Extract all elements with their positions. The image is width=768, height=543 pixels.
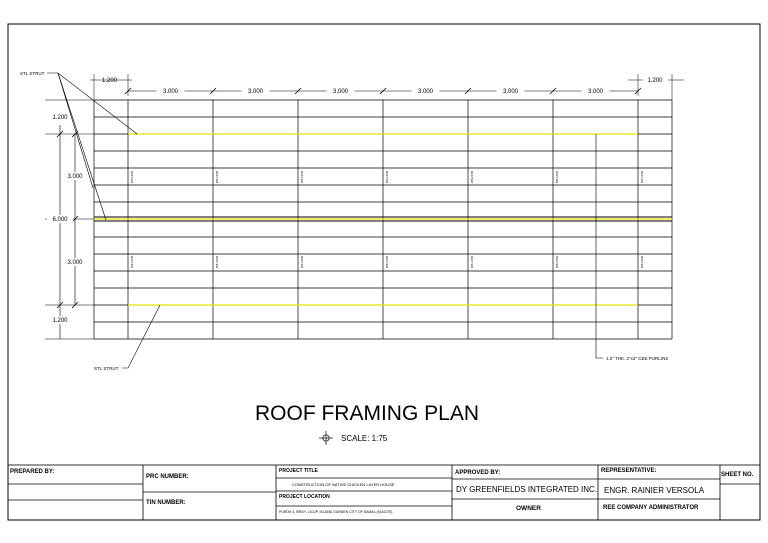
rafter-label: RAFTER xyxy=(555,171,559,183)
dimension-text-left-overhang: 1.200 xyxy=(102,78,118,84)
dimension-text-bay: 3.000 xyxy=(332,89,349,95)
project-location-value: PUROK 4, BRGY. LICUP, ISLAND GARDEN CITY OF SAMAL (IGACOS) xyxy=(279,510,393,514)
rafter-label: RAFTER xyxy=(130,171,134,183)
scale-label: SCALE: 1:75 xyxy=(341,434,388,443)
dimension-text-right-overhang: 1.200 xyxy=(647,78,663,84)
dimension-text-bay: 3.000 xyxy=(502,89,519,95)
representative-name: ENGR. RAINIER VERSOLA xyxy=(604,486,705,495)
dimension-text-total: 6.000 xyxy=(52,217,68,223)
rafter-label: RAFTER xyxy=(215,171,219,183)
rafter-label: RAFTER xyxy=(300,171,304,183)
rafter-label: RAFTER xyxy=(130,256,134,268)
project-title-label: PROJECT TITLE xyxy=(279,468,318,474)
crosshair-icon xyxy=(319,431,333,445)
project-title-value: CONSTRUCTION OF NATIVE CHICKEN LAYER HOUSE xyxy=(292,482,395,487)
approver-role: OWNER xyxy=(516,505,541,512)
top-dimension-line xyxy=(90,74,684,100)
dimension-text-top-overhang: 1.200 xyxy=(52,115,68,121)
rafter-label: RAFTER xyxy=(470,256,474,268)
rafter-label: RAFTER xyxy=(640,171,644,183)
purlins-note: 1.2" THK. 2"x3" CEE PURLINS xyxy=(606,356,669,361)
approved-by-label: APPROVED BY: xyxy=(455,470,501,476)
left-dimension-line xyxy=(45,100,94,339)
dimension-text-bay: 3.000 xyxy=(162,89,179,95)
dimension-text-upper-span: 3.000 xyxy=(67,174,83,180)
dimension-text-bottom-overhang: 1.200 xyxy=(52,318,68,324)
prc-number-label: PRC NUMBER: xyxy=(146,474,189,480)
rafter-label: RAFTER xyxy=(300,256,304,268)
dimension-text-bay: 3.000 xyxy=(587,89,604,95)
stl-strut-top-note: STL STRUT xyxy=(20,71,45,76)
dimension-text-lower-span: 3.000 xyxy=(67,260,83,266)
dimension-text-bay: 3.000 xyxy=(417,89,434,95)
sheet-border xyxy=(8,24,760,520)
tin-number-label: TIN NUMBER: xyxy=(146,500,186,506)
approver-company: DY GREENFIELDS INTEGRATED INC. xyxy=(456,485,598,494)
prepared-by-label: PREPARED BY: xyxy=(10,469,55,475)
dimension-text-bay: 3.000 xyxy=(247,89,264,95)
rafter-label: RAFTER xyxy=(470,171,474,183)
sheet-number-label: SHEET NO. xyxy=(721,472,754,478)
rafter-label: RAFTER xyxy=(215,256,219,268)
rafter-label: RAFTER xyxy=(555,256,559,268)
drawing-title: ROOF FRAMING PLAN xyxy=(254,402,480,425)
rafter-label: RAFTER xyxy=(385,256,389,268)
project-location-label: PROJECT LOCATION xyxy=(279,494,330,500)
plan-grid xyxy=(94,100,672,339)
rafter-label: RAFTER xyxy=(640,256,644,268)
representative-role: REE COMPANY ADMINISTRATOR xyxy=(603,505,699,511)
stl-strut-bottom-note: STL STRUT xyxy=(94,366,119,371)
rafter-label: RAFTER xyxy=(385,171,389,183)
representative-label: REPRESENTATIVE: xyxy=(601,468,657,474)
